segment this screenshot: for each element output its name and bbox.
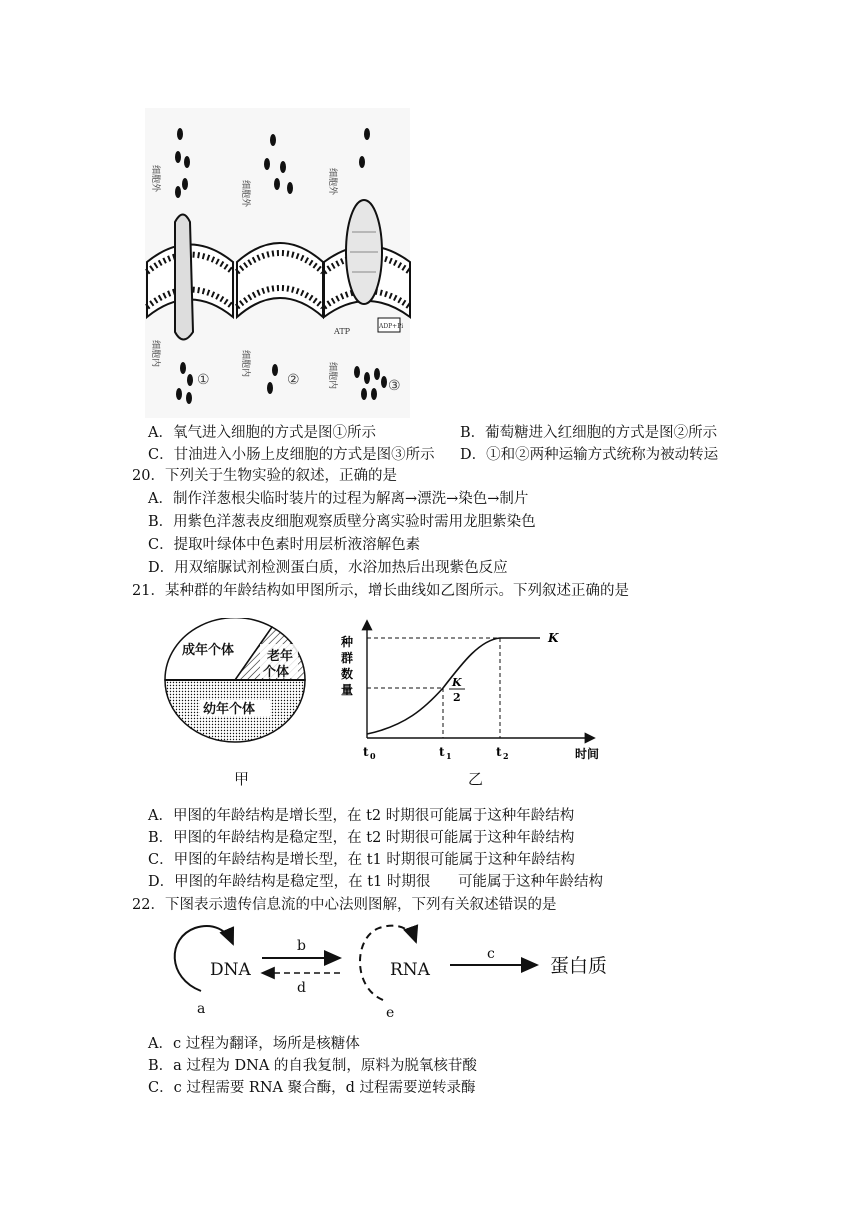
membrane-panel-1 — [145, 112, 235, 412]
q22-option-c: C．c 过程需要 RNA 聚合酶，d 过程需要逆转录酶 — [148, 1080, 476, 1096]
q19-option-a: A．氧气进入细胞的方式是图①所示 — [148, 425, 376, 441]
q21-stem: 21．某种群的年龄结构如甲图所示，增长曲线如乙图所示。下列叙述正确的是 — [132, 583, 629, 599]
q20-stem: 20．下列关于生物实验的叙述，正确的是 — [132, 468, 397, 484]
label-a: a — [197, 1001, 206, 1017]
pie-caption: 甲 — [234, 770, 250, 788]
age-structure-pie — [160, 618, 320, 758]
outside-label-3: 细胞外 — [327, 168, 337, 196]
label-e: e — [386, 1005, 395, 1018]
tick-t2 — [496, 745, 509, 761]
half-k-numerator: K — [452, 676, 462, 689]
arrow-a-replication — [175, 926, 233, 991]
tick-t1 — [439, 745, 452, 761]
svg-text:0: 0 — [370, 751, 376, 761]
old-label-line2: 个体 — [263, 665, 290, 680]
membrane-panel-2 — [235, 112, 325, 412]
inside-label-1: 细胞内 — [150, 340, 160, 368]
central-dogma-diagram — [165, 918, 625, 1018]
svg-text:t: t — [439, 745, 445, 759]
svg-text:数: 数 — [341, 667, 354, 681]
old-label-line1: 老年 — [267, 649, 294, 664]
inside-label-3: 细胞内 — [327, 362, 337, 390]
young-label: 幼年个体 — [203, 702, 256, 717]
x-axis-label: 时间 — [575, 747, 600, 761]
dna-node: DNA — [210, 960, 251, 980]
panel-number-1: ① — [197, 372, 210, 388]
svg-text:t: t — [496, 745, 502, 759]
q21-option-b: B．甲图的年龄结构是稳定型，在 t2 时期很可能属于这种年龄结构 — [148, 830, 575, 846]
membrane-panel-3 — [322, 112, 412, 412]
label-c: c — [487, 946, 495, 962]
q20-option-b: B．用紫色洋葱表皮细胞观察质壁分离实验时需用龙胆紫染色 — [148, 514, 536, 530]
k-label: K — [548, 631, 559, 645]
inside-label-2: 细胞内 — [240, 350, 250, 378]
protein-node: 蛋白质 — [550, 955, 608, 977]
q21-option-d: D．甲图的年龄结构是稳定型，在 t1 时期很 可能属于这种年龄结构 — [148, 874, 604, 890]
rna-node: RNA — [390, 960, 430, 980]
half-k-denominator: 2 — [453, 691, 461, 704]
q21-option-a: A．甲图的年龄结构是增长型，在 t2 时期很可能属于这种年龄结构 — [148, 808, 575, 824]
panel-number-2: ② — [287, 372, 300, 388]
atp-label: ATP — [334, 327, 351, 336]
q19-option-c: C．甘油进入小肠上皮细胞的方式是图③所示 — [148, 447, 435, 463]
adult-label: 成年个体 — [182, 643, 235, 658]
q22-stem: 22．下图表示遗传信息流的中心法则图解，下列有关叙述错误的是 — [132, 897, 557, 913]
outside-label-2: 细胞外 — [240, 180, 250, 208]
label-d: d — [297, 980, 306, 996]
svg-text:群: 群 — [341, 651, 354, 665]
q19-option-b: B．葡萄糖进入红细胞的方式是图②所示 — [460, 425, 718, 441]
label-b: b — [297, 938, 306, 954]
curve-caption: 乙 — [468, 770, 484, 788]
growth-curve-chart — [335, 618, 615, 768]
outside-label-1: 细胞外 — [150, 165, 160, 193]
q20-option-a: A．制作洋葱根尖临时装片的过程为解离→漂洗→染色→制片 — [148, 491, 529, 507]
svg-text:种: 种 — [341, 635, 354, 649]
svg-text:2: 2 — [503, 751, 509, 761]
adp-label: ADP+Pi — [379, 323, 404, 330]
q21-option-c: C．甲图的年龄结构是增长型，在 t1 时期很可能属于这种年龄结构 — [148, 852, 575, 868]
svg-text:t: t — [363, 745, 369, 759]
q20-option-d: D．用双缩脲试剂检测蛋白质，水浴加热后出现紫色反应 — [148, 560, 508, 576]
y-axis-label — [340, 634, 353, 697]
svg-text:量: 量 — [341, 683, 354, 697]
q20-option-c: C．提取叶绿体中色素时用层析液溶解色素 — [148, 537, 421, 553]
svg-text:1: 1 — [446, 751, 452, 761]
q19-option-d: D．①和②两种运输方式统称为被动转运 — [460, 447, 719, 463]
panel-number-3: ③ — [388, 378, 401, 394]
q22-option-a: A．c 过程为翻译，场所是核糖体 — [148, 1036, 360, 1052]
q22-option-b: B．a 过程为 DNA 的自我复制，原料为脱氧核苷酸 — [148, 1058, 477, 1074]
tick-t0 — [363, 745, 376, 761]
